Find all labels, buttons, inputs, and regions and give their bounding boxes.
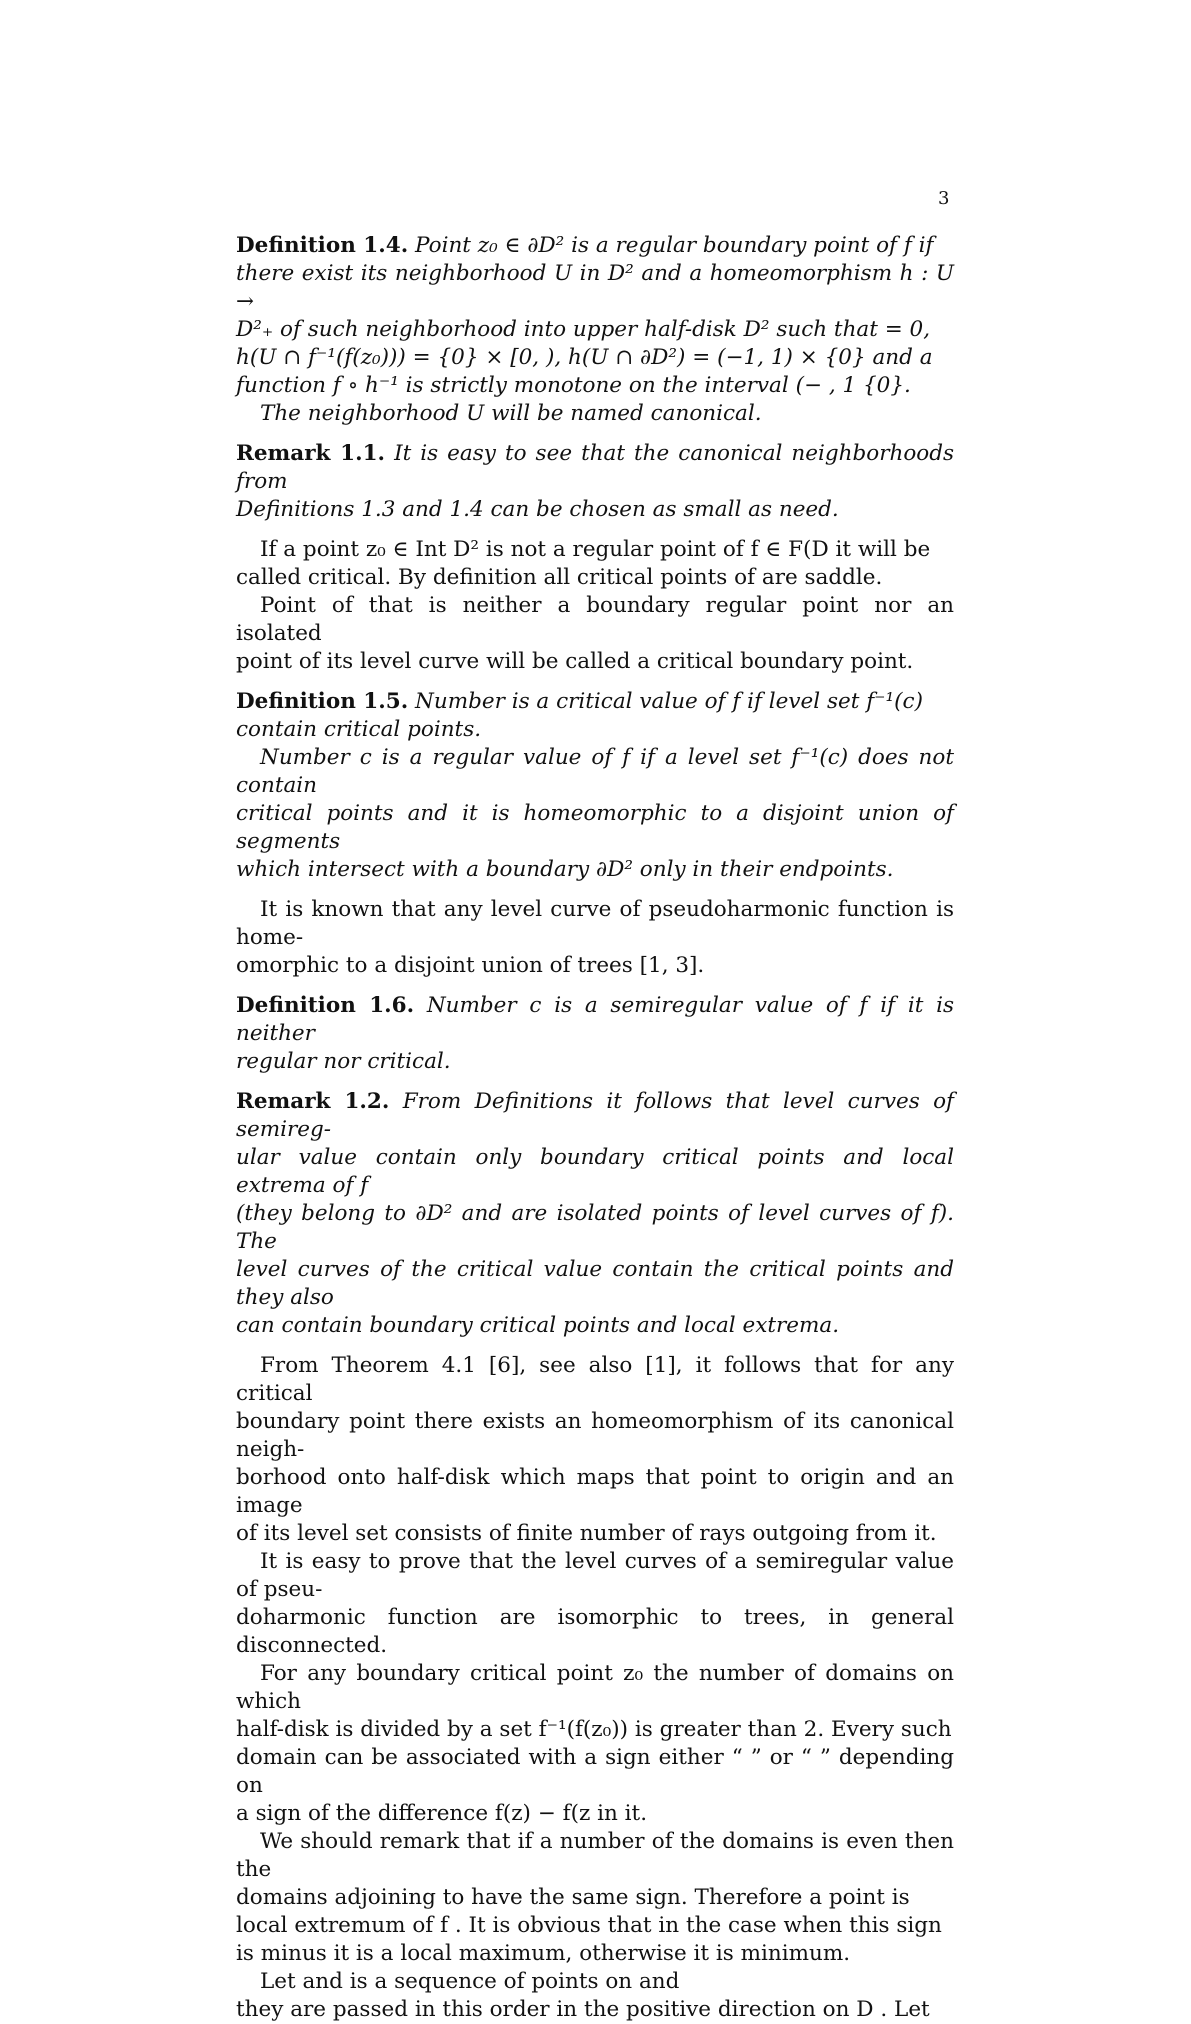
- paragraph-trees: [236, 896, 954, 980]
- text-line: local extremum of f . It is obvious that in the case when this sign: [236, 1913, 942, 1938]
- text-line: [236, 1256, 954, 1312]
- definition-1-4: [236, 232, 954, 428]
- text-line: omorphic to a disjoint union of trees [1, 3].: [236, 953, 705, 978]
- remark-heading: Remark 1.1.: [236, 441, 386, 466]
- text-span: It is easy to see that the canonical neighborhoods from: [236, 441, 955, 494]
- text-line: is minus it is a local maximum, otherwise it is minimum.: [236, 1941, 851, 1966]
- text-line: [236, 400, 954, 428]
- text-line: [236, 800, 954, 856]
- remark-1-1: [236, 440, 954, 524]
- text-span: Number c is a regular value of f if a level set f⁻¹(c) does not contain: [236, 745, 954, 798]
- text-span: function f ∘ h⁻¹ is strictly monotone on the interval (− , 1 {0}.: [236, 373, 911, 398]
- text-span: Number c is a semiregular value of f if it is neither: [236, 993, 954, 1046]
- text-line: [236, 744, 954, 800]
- text-span: D²₊ of such neighborhood into upper half-disk D² such that = 0,: [236, 317, 931, 342]
- text-line: Point z₀ ∈ ∂D² is a regular boundary point of f if: [415, 233, 934, 258]
- definition-1-6: [236, 992, 954, 1076]
- text-line: [236, 1312, 954, 1340]
- text-line: boundary point there exists an homeomorphism of its canonical neigh-: [236, 1409, 954, 1462]
- text-line: We should remark that if a number of the domains is even then the: [236, 1829, 954, 1882]
- text-line: [236, 1048, 954, 1076]
- text-line: Point of that is neither a boundary regular point nor an isolated: [236, 593, 954, 646]
- text-line: [236, 716, 954, 744]
- text-span: level curves of the critical value contain the critical points and they also: [236, 1257, 954, 1310]
- text-line: [236, 992, 954, 1048]
- definition-1-5: [236, 688, 954, 884]
- text-line: point of its level curve will be called a critical boundary point.: [236, 649, 914, 674]
- paragraph-critical: [236, 536, 954, 676]
- text-span: h(U ∩ f⁻¹(f(z₀))) = {0} × [0, ), h(U ∩ ∂D²) = (−1, 1) × {0} and a: [236, 345, 933, 370]
- definition-heading: Definition 1.4.: [236, 233, 409, 258]
- text-span: From Definitions it follows that level curves of semireg-: [236, 1089, 954, 1142]
- text-line: [236, 440, 954, 496]
- paragraph-theorem: [236, 1352, 954, 2024]
- text-line: [236, 688, 954, 716]
- text-line: It is known that any level curve of pseudoharmonic function is home-: [236, 897, 954, 950]
- text-span: (they belong to ∂D² and are isolated points of level curves of f). The: [236, 1201, 954, 1254]
- text-line: From Theorem 4.1 [6], see also [1], it follows that for any critical: [236, 1353, 954, 1406]
- page-body: [236, 232, 954, 2024]
- text-line: [236, 1200, 954, 1256]
- definition-heading: Definition 1.5.: [236, 689, 409, 714]
- text-line: [236, 1144, 954, 1200]
- text-span: ular value contain only boundary critical points and local extrema of f: [236, 1145, 954, 1198]
- text-line: domain can be associated with a sign either “ ” or “ ” depending on: [236, 1745, 954, 1798]
- text-span: Definitions 1.3 and 1.4 can be chosen as small as need.: [236, 497, 839, 522]
- text-line: doharmonic function are isomorphic to trees, in general disconnected.: [236, 1605, 954, 1658]
- text-line: [236, 372, 954, 400]
- text-span: which intersect with a boundary ∂D² only in their endpoints.: [236, 857, 894, 882]
- page-number: 3: [938, 188, 950, 209]
- remark-1-2: [236, 1088, 954, 1340]
- text-line: of its level set consists of finite number of rays outgoing from it.: [236, 1521, 937, 1546]
- text-line: [236, 344, 954, 372]
- text-line: a sign of the difference f(z) − f(z in it.: [236, 1801, 648, 1826]
- definition-heading: Definition 1.6.: [236, 993, 415, 1018]
- text-span: there exist its neighborhood U in D² and a homeomorphism h : U →: [236, 261, 954, 314]
- text-span: contain critical points.: [236, 717, 482, 742]
- text-line: Let and is a sequence of points on and: [260, 1969, 680, 1994]
- text-line: For any boundary critical point z₀ the number of domains on which: [236, 1661, 954, 1714]
- text-line: If a point z₀ ∈ Int D² is not a regular point of f ∈ F(D it will be: [260, 537, 931, 562]
- text-line: [236, 496, 954, 524]
- text-line: [236, 856, 954, 884]
- text-line: [236, 316, 954, 344]
- text-line: It is easy to prove that the level curves of a semiregular value of pseu-: [236, 1549, 954, 1602]
- text-line: domains adjoining to have the same sign. Therefore a point is: [236, 1885, 910, 1910]
- text-line: they are passed in this order in the positive direction on D . Let: [236, 1997, 930, 2022]
- text-line: borhood onto half-disk which maps that point to origin and an image: [236, 1465, 954, 1518]
- text-line: [236, 260, 954, 316]
- text-line: half-disk is divided by a set f⁻¹(f(z₀)) is greater than 2. Every such: [236, 1717, 952, 1742]
- text-line: [236, 1088, 954, 1144]
- text-span: critical points and it is homeomorphic to a disjoint union of segments: [236, 801, 954, 854]
- text-span: regular nor critical.: [236, 1049, 451, 1074]
- text-line: called critical. By definition all critical points of are saddle.: [236, 565, 883, 590]
- text-span: The neighborhood U will be named canonical.: [260, 401, 762, 426]
- text-line: [236, 232, 954, 260]
- remark-heading: Remark 1.2.: [236, 1089, 390, 1114]
- text-span: Number is a critical value of f if level set f⁻¹(c): [415, 689, 923, 714]
- text-span: can contain boundary critical points and local extrema.: [236, 1313, 840, 1338]
